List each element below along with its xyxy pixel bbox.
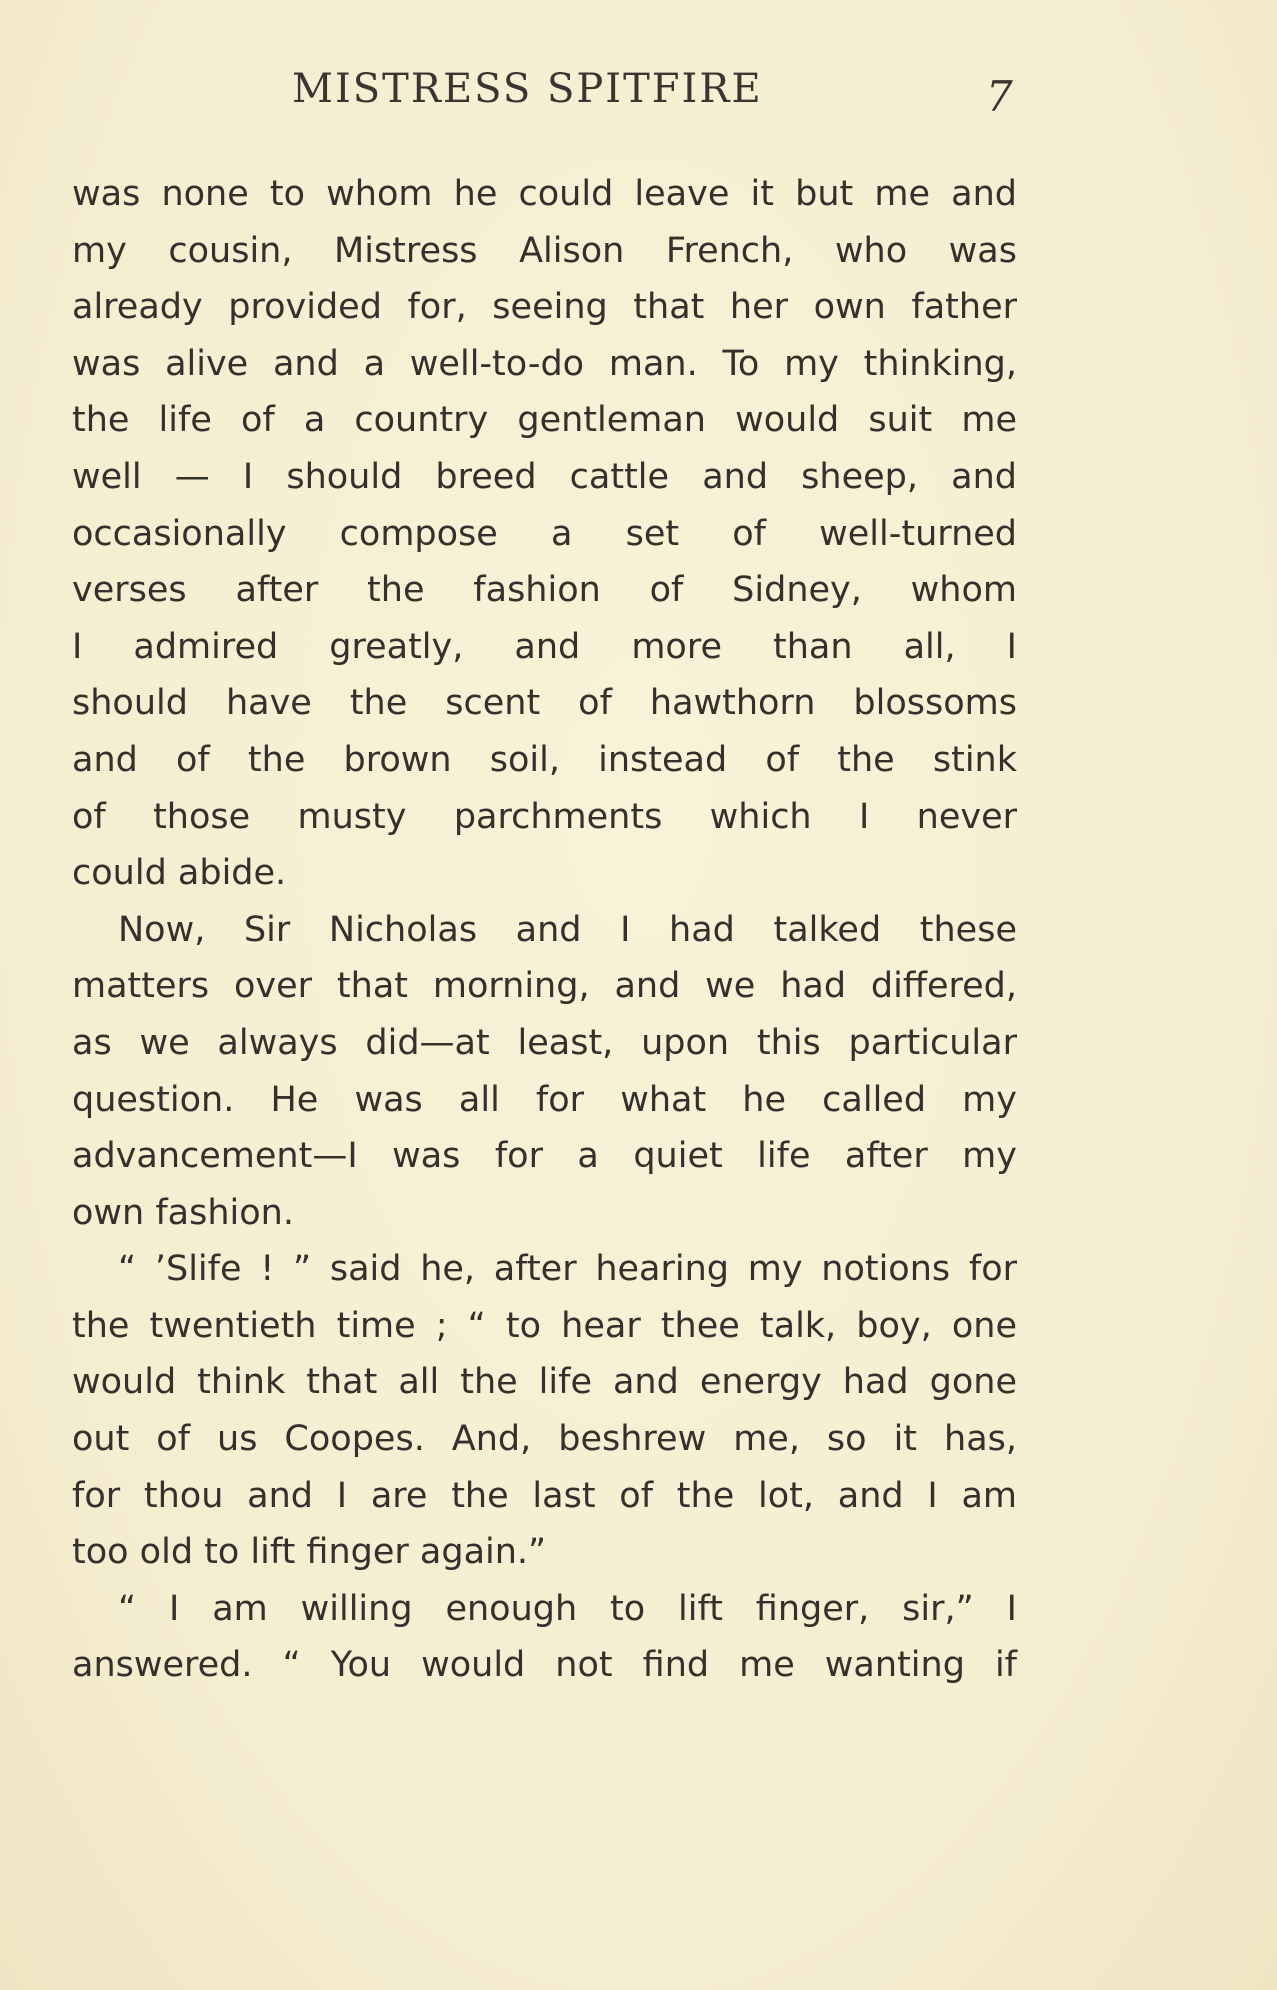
text-line: the life of a country gentleman would suit me	[72, 400, 1017, 441]
text-line: occasionally compose a set of well-turned	[72, 513, 1017, 554]
running-title: MISTRESS SPITFIRE	[292, 66, 763, 112]
text-line: verses after the fashion of Sidney, whom	[72, 570, 1017, 611]
text-line: was alive and a well-to-do man. To my thinking,	[72, 343, 1017, 384]
text-line: advancement—I was for a quiet life after my	[72, 1136, 1017, 1177]
text-line: “ I am willing enough to lift finger, sir,” I	[118, 1588, 1017, 1629]
body-text	[72, 166, 1017, 1694]
text-line: the twentieth time ; “ to hear thee talk, boy, one	[72, 1305, 1017, 1346]
text-line: of those musty parchments which I never	[72, 796, 1017, 837]
text-line: was none to whom he could leave it but me and	[72, 174, 1017, 214]
text-line: Now, Sir Nicholas and I had talked these	[118, 909, 1017, 950]
text-line: I admired greatly, and more than all, I	[72, 626, 1017, 667]
text-line: as we always did—at least, upon this particular	[72, 1022, 1017, 1063]
text-line: already provided for, seeing that her own father	[72, 287, 1017, 328]
page-number: 7	[986, 72, 1013, 121]
text-line: question. He was all for what he called my	[72, 1079, 1017, 1120]
text-line: out of us Coopes. And, beshrew me, so it has,	[72, 1419, 1017, 1460]
text-line: my cousin, Mistress Alison French, who was	[72, 230, 1017, 271]
text-line: could abide.	[72, 853, 287, 894]
text-line: would think that all the life and energy had gone	[72, 1362, 1017, 1403]
text-line: “ ’Slife ! ” said he, after hearing my notions for	[118, 1249, 1017, 1290]
text-line: for thou and I are the last of the lot, and I am	[72, 1475, 1017, 1516]
text-line: answered. “ You would not find me wanting if	[72, 1645, 1017, 1686]
text-line: own fashion.	[72, 1192, 294, 1233]
text-line: and of the brown soil, instead of the stink	[72, 739, 1017, 780]
text-line: well — I should breed cattle and sheep, and	[72, 456, 1017, 497]
text-line: matters over that morning, and we had differed,	[72, 966, 1017, 1007]
text-line: too old to lift finger again.”	[72, 1532, 547, 1573]
text-line: should have the scent of hawthorn blossoms	[72, 683, 1017, 724]
